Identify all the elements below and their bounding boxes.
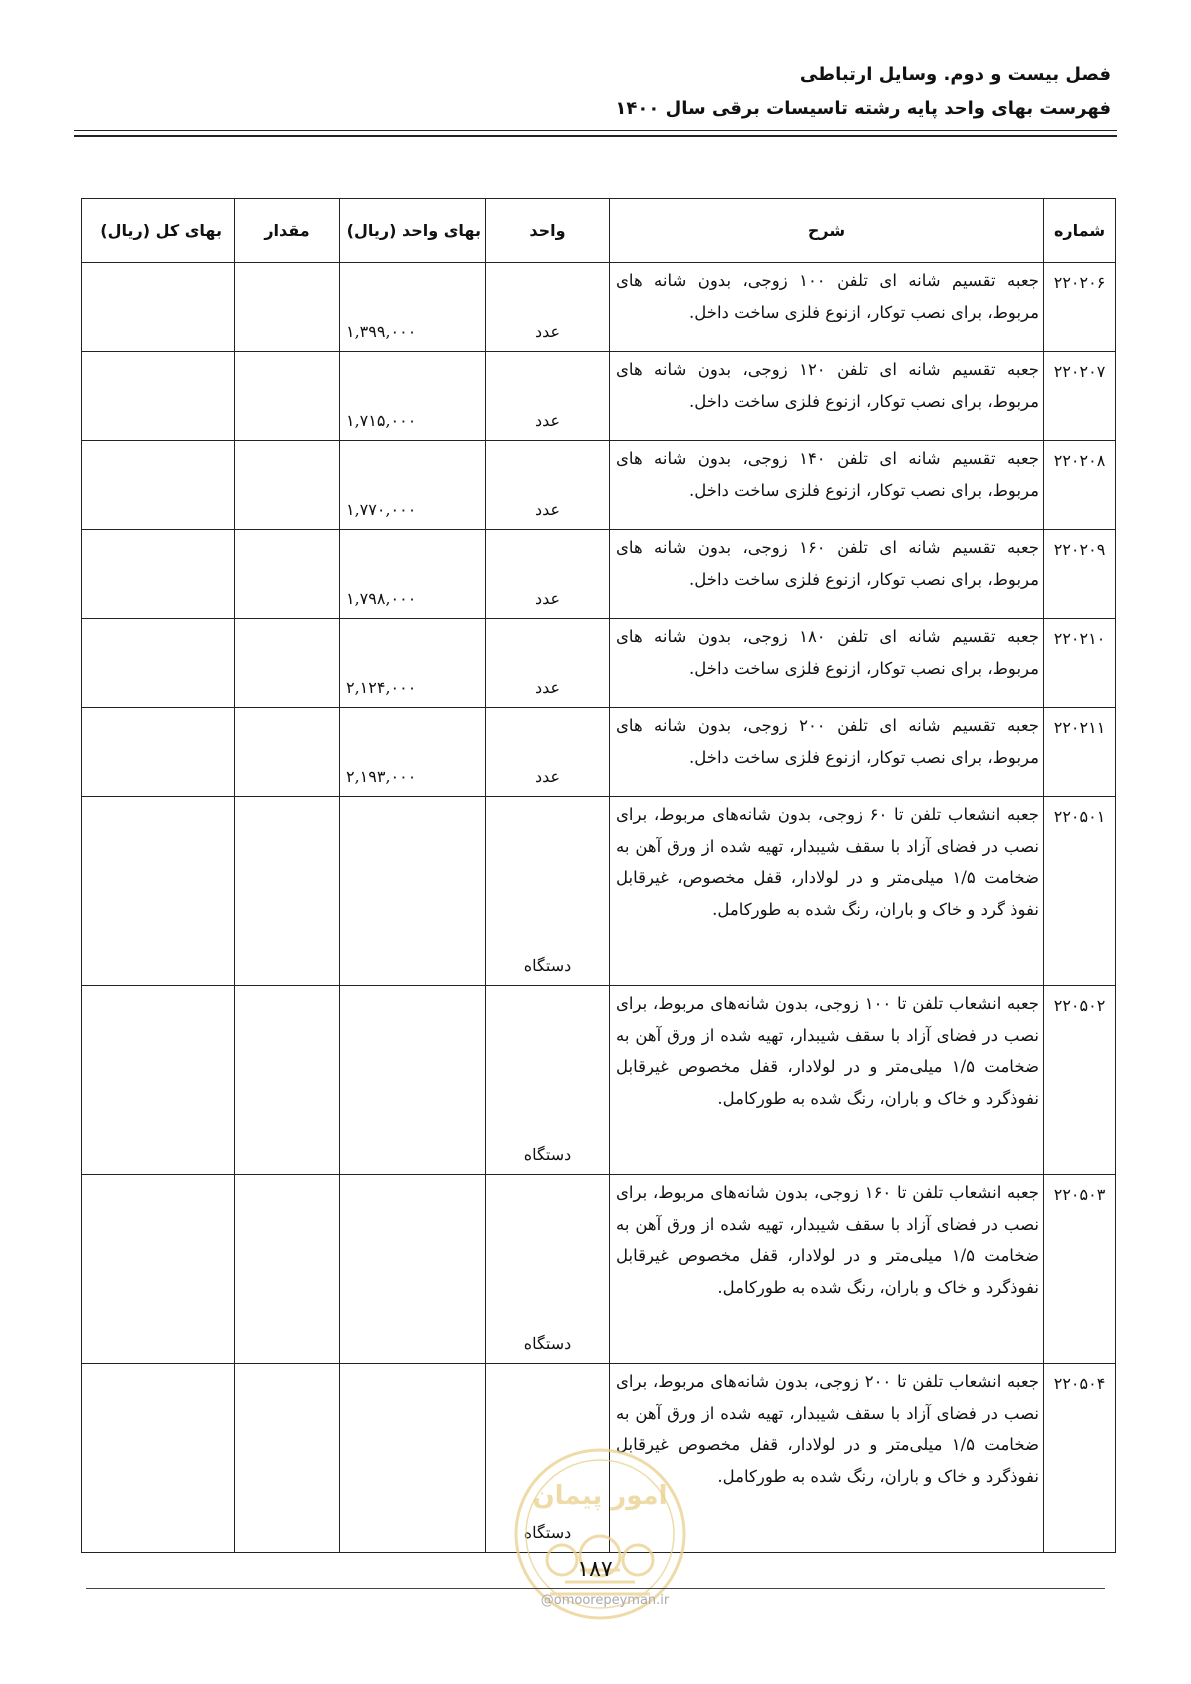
table-row <box>82 708 1116 797</box>
column-header-number: شماره <box>1044 199 1116 263</box>
item-unit: عدد <box>486 530 610 619</box>
page-header <box>71 58 1111 126</box>
item-number: ۲۲۰۵۰۴ <box>1044 1364 1116 1553</box>
item-unit-price <box>340 986 486 1175</box>
table-row <box>82 986 1116 1175</box>
item-number: ۲۲۰۲۰۹ <box>1044 530 1116 619</box>
item-quantity <box>235 1364 340 1553</box>
item-quantity <box>235 619 340 708</box>
item-quantity <box>235 797 340 986</box>
item-quantity <box>235 708 340 797</box>
table-row <box>82 530 1116 619</box>
item-description: جعبه تقسیم شانه ای تلفن ۱۸۰ زوجی، بدون شانه های مربوط، برای نصب توکار، ازنوع فلزی ساخت داخل. <box>610 619 1044 708</box>
item-total <box>82 619 235 708</box>
item-description: جعبه تقسیم شانه ای تلفن ۱۲۰ زوجی، بدون شانه های مربوط، برای نصب توکار، ازنوع فلزی ساخت داخل. <box>610 352 1044 441</box>
table-row <box>82 797 1116 986</box>
item-unit: عدد <box>486 441 610 530</box>
item-description: جعبه تقسیم شانه ای تلفن ۲۰۰ زوجی، بدون شانه های مربوط، برای نصب توکار، ازنوع فلزی ساخت داخل. <box>610 708 1044 797</box>
column-header-total: بهای کل (ریال) <box>82 199 235 263</box>
item-description: جعبه تقسیم شانه ای تلفن ۱۶۰ زوجی، بدون شانه های مربوط، برای نصب توکار، ازنوع فلزی ساخت داخل. <box>610 530 1044 619</box>
item-description: جعبه انشعاب تلفن تا ۶۰ زوجی، بدون شانه‌های مربوط، برای نصب در فضای آزاد با سقف شیبدار، تهیه شده از ورق آهن به ضخامت ۱/۵ میلی‌متر و در لولادار، قفل مخصوص، غیرقابل نفوذ گرد و خاک و باران، رنگ شده به طورکامل. <box>610 797 1044 986</box>
item-number: ۲۲۰۲۰۷ <box>1044 352 1116 441</box>
item-unit: عدد <box>486 708 610 797</box>
item-unit: عدد <box>486 352 610 441</box>
item-unit: عدد <box>486 619 610 708</box>
item-number: ۲۲۰۵۰۳ <box>1044 1175 1116 1364</box>
table-row <box>82 1175 1116 1364</box>
item-unit-price: ۱,۷۹۸,۰۰۰ <box>340 530 486 619</box>
table-row <box>82 441 1116 530</box>
chapter-title: فصل بیست و دوم. وسایل ارتباطی <box>799 64 1111 85</box>
column-header-unit-price: بهای واحد (ریال) <box>340 199 486 263</box>
item-total <box>82 263 235 352</box>
item-total <box>82 1175 235 1364</box>
item-unit-price: ۱,۷۷۰,۰۰۰ <box>340 441 486 530</box>
item-quantity <box>235 986 340 1175</box>
header-rule-thin <box>74 130 1117 131</box>
column-header-description: شرح <box>610 199 1044 263</box>
item-description: جعبه تقسیم شانه ای تلفن ۱۴۰ زوجی، بدون شانه های مربوط، برای نصب توکار، ازنوع فلزی ساخت داخل. <box>610 441 1044 530</box>
item-total <box>82 797 235 986</box>
column-header-quantity: مقدار <box>235 199 340 263</box>
footer-website: @omoorepeyman.ir <box>540 1593 670 1608</box>
item-quantity <box>235 352 340 441</box>
item-number: ۲۲۰۵۰۲ <box>1044 986 1116 1175</box>
item-total <box>82 708 235 797</box>
item-number: ۲۲۰۲۰۶ <box>1044 263 1116 352</box>
table-row <box>82 263 1116 352</box>
item-number: ۲۲۰۲۰۸ <box>1044 441 1116 530</box>
item-quantity <box>235 530 340 619</box>
item-total <box>82 986 235 1175</box>
item-unit-price <box>340 1364 486 1553</box>
item-number: ۲۲۰۲۱۰ <box>1044 619 1116 708</box>
column-header-unit: واحد <box>486 199 610 263</box>
item-number: ۲۲۰۲۱۱ <box>1044 708 1116 797</box>
item-total <box>82 530 235 619</box>
item-description: جعبه انشعاب تلفن تا ۱۶۰ زوجی، بدون شانه‌های مربوط، برای نصب در فضای آزاد با سقف شیبدار، تهیه شده از ورق آهن به ضخامت ۱/۵ میلی‌متر و در لولادار، قفل مخصوص غیرقابل نفوذگرد و خاک و باران، رنگ شده به طورکامل. <box>610 1175 1044 1364</box>
item-total <box>82 441 235 530</box>
item-number: ۲۲۰۵۰۱ <box>1044 797 1116 986</box>
item-description: جعبه تقسیم شانه ای تلفن ۱۰۰ زوجی، بدون شانه های مربوط، برای نصب توکار، ازنوع فلزی ساخت داخل. <box>610 263 1044 352</box>
item-unit-price <box>340 797 486 986</box>
item-quantity <box>235 263 340 352</box>
item-total <box>82 1364 235 1553</box>
price-list-table <box>81 198 1116 1553</box>
page-number: ۱۸۷ <box>577 1557 613 1582</box>
item-unit-price: ۲,۱۹۳,۰۰۰ <box>340 708 486 797</box>
item-unit: دستگاه <box>486 1364 610 1553</box>
header-rule-thick <box>74 135 1117 137</box>
item-description: جعبه انشعاب تلفن تا ۲۰۰ زوجی، بدون شانه‌های مربوط، برای نصب در فضای آزاد با سقف شیبدار، تهیه شده از ورق آهن به ضخامت ۱/۵ میلی‌متر و در لولادار، قفل مخصوص غیرقابل نفوذگرد و خاک و باران، رنگ شده به طورکامل. <box>610 1364 1044 1553</box>
item-unit: دستگاه <box>486 1175 610 1364</box>
table-row <box>82 619 1116 708</box>
item-quantity <box>235 441 340 530</box>
item-unit: دستگاه <box>486 986 610 1175</box>
item-description: جعبه انشعاب تلفن تا ۱۰۰ زوجی، بدون شانه‌های مربوط، برای نصب در فضای آزاد با سقف شیبدار، تهیه شده از ورق آهن به ضخامت ۱/۵ میلی‌متر و در لولادار، قفل مخصوص غیرقابل نفوذگرد و خاک و باران، رنگ شده به طورکامل. <box>610 986 1044 1175</box>
item-unit-price: ۲,۱۲۴,۰۰۰ <box>340 619 486 708</box>
item-unit-price: ۱,۷۱۵,۰۰۰ <box>340 352 486 441</box>
item-unit: عدد <box>486 263 610 352</box>
table-row <box>82 352 1116 441</box>
item-unit-price: ۱,۳۹۹,۰۰۰ <box>340 263 486 352</box>
document-subtitle: فهرست بهای واحد پایه رشته تاسیسات برقی سال ۱۴۰۰ <box>615 98 1111 119</box>
item-unit: دستگاه <box>486 797 610 986</box>
item-unit-price <box>340 1175 486 1364</box>
watermark-text: امور پیمان <box>532 1481 668 1511</box>
item-total <box>82 352 235 441</box>
item-quantity <box>235 1175 340 1364</box>
table-header-row <box>82 199 1116 263</box>
footer-rule <box>86 1588 1105 1589</box>
